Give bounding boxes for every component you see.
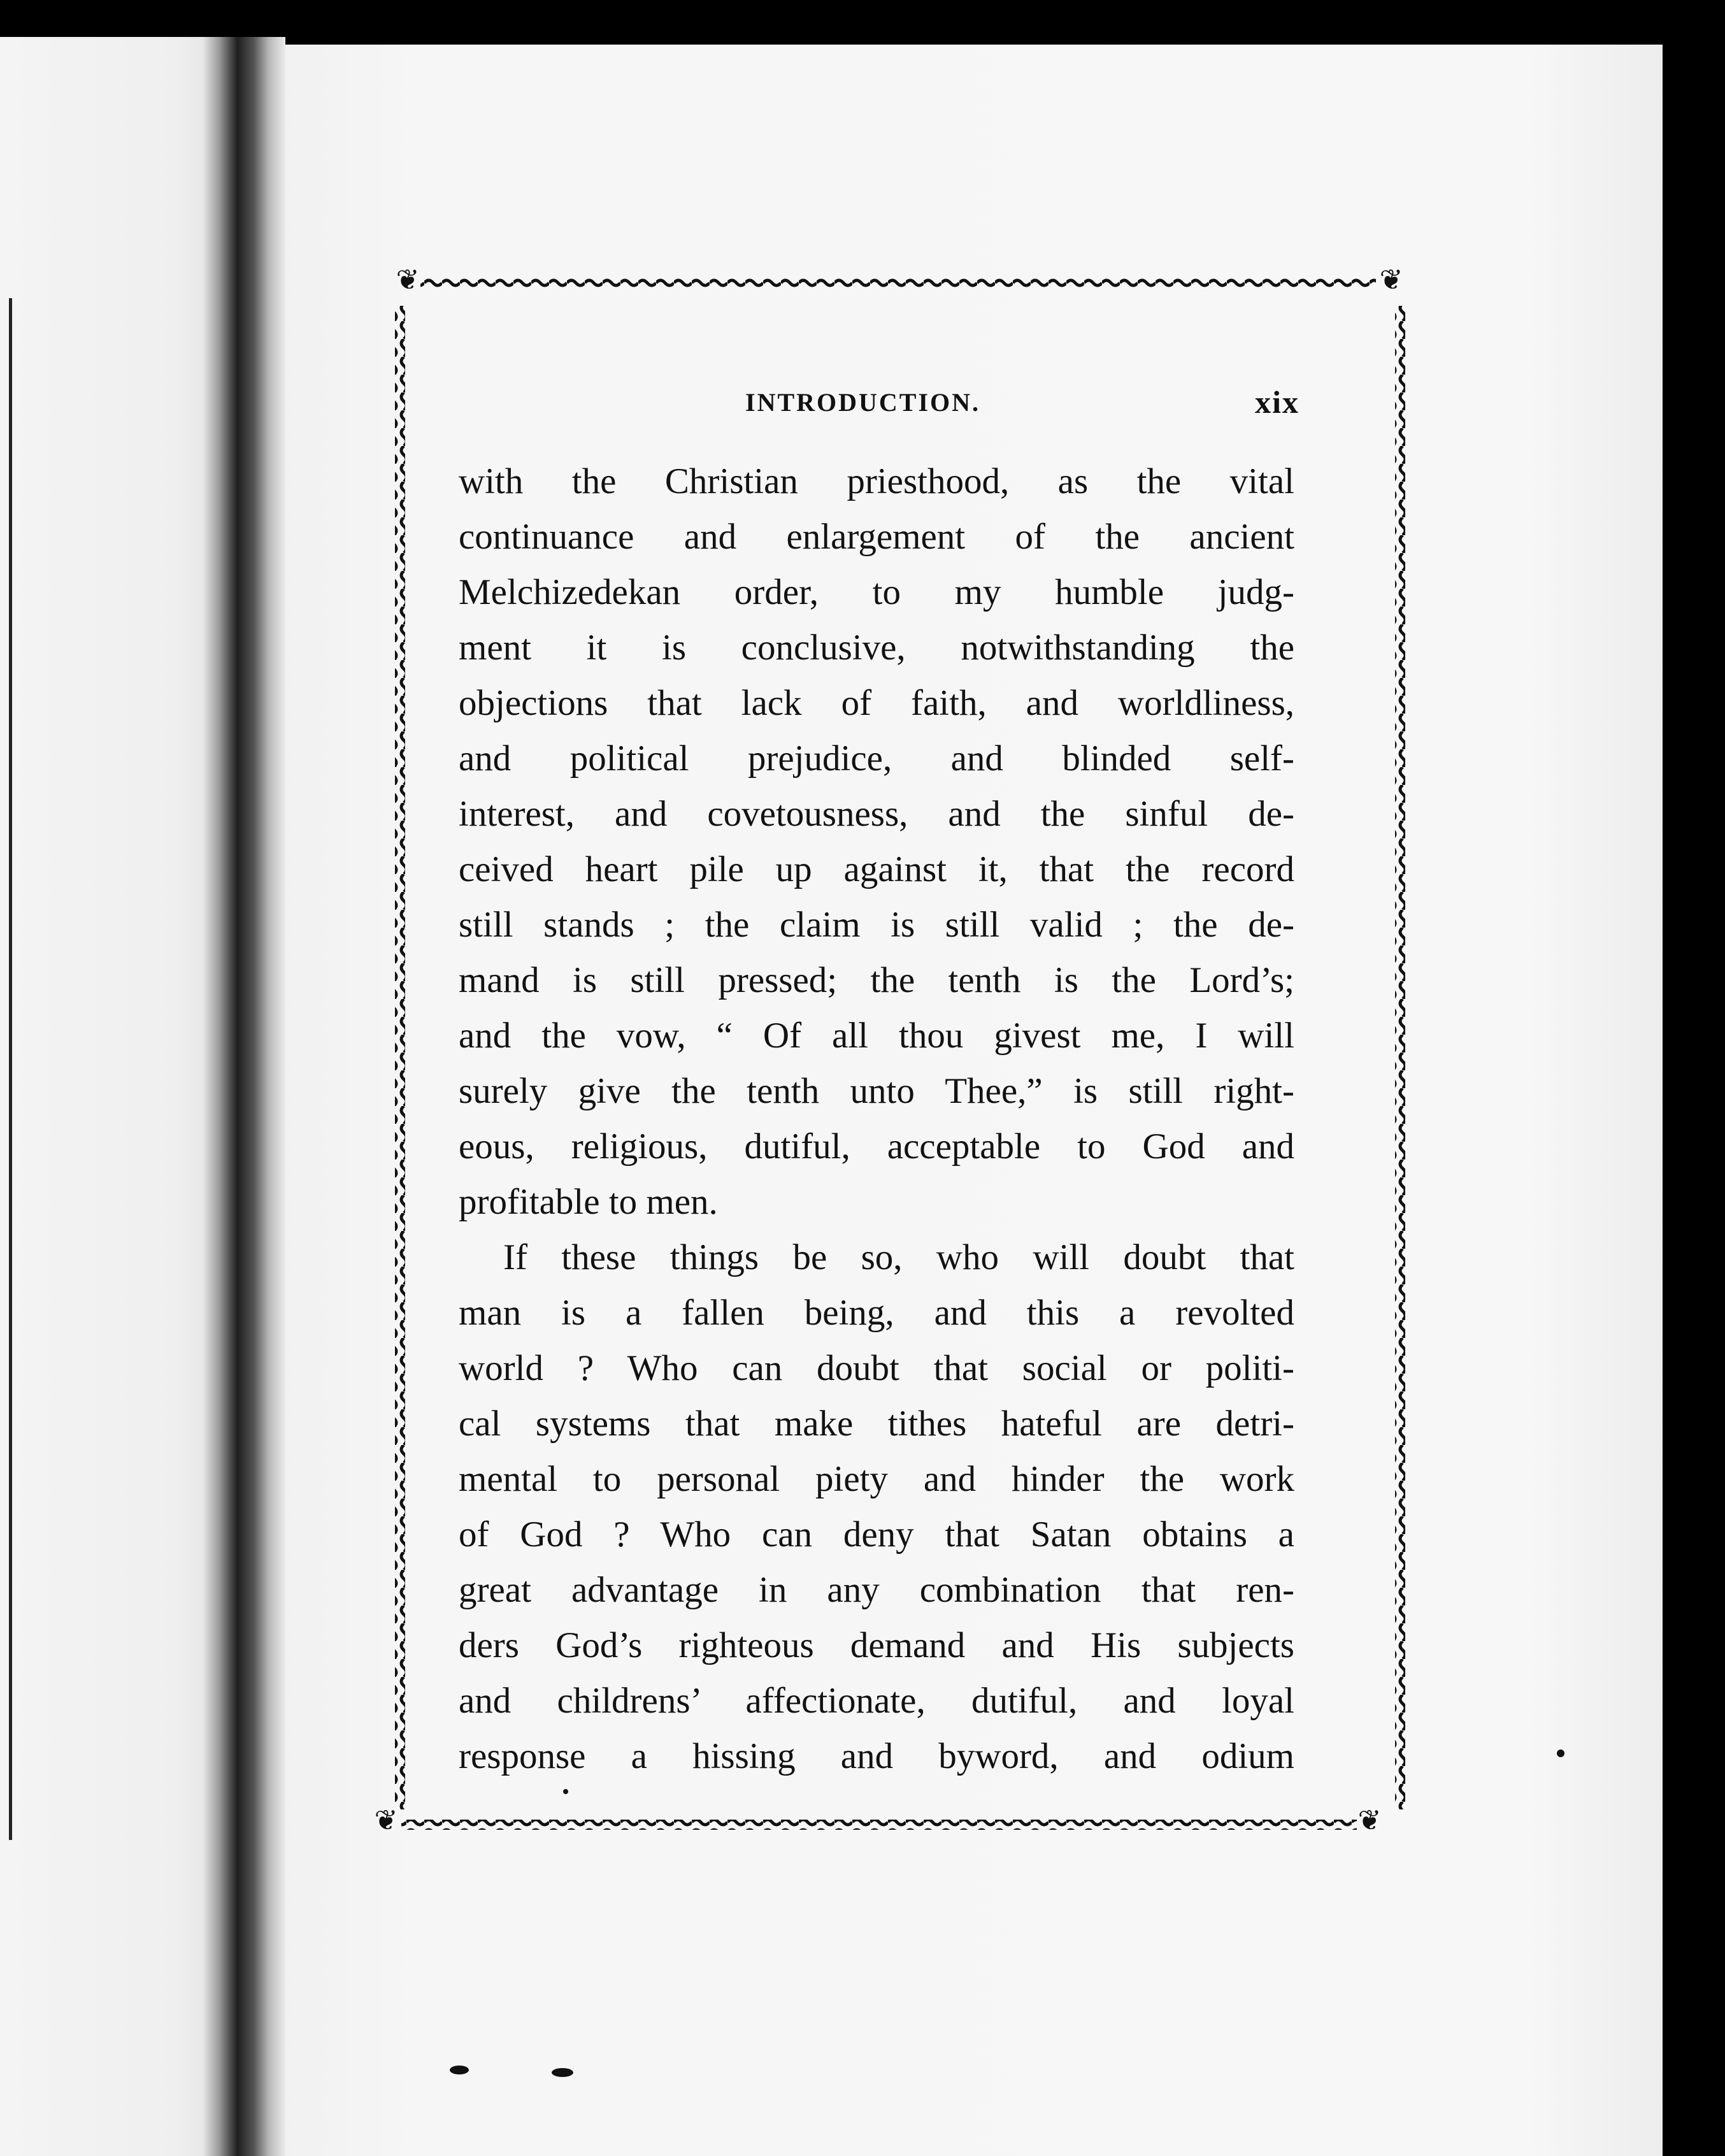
text-line: mand is still pressed; the tenth is the Lord’s; (459, 960, 1294, 1000)
corner-ornament-top-right: ❦ (1379, 264, 1403, 296)
border-right (1395, 306, 1405, 1809)
text-line: cal systems that make tithes hateful are detri- (459, 1404, 1294, 1444)
body-text (459, 454, 1294, 1784)
text-line: world ? Who can doubt that social or politi- (459, 1348, 1294, 1388)
corner-ornament-bottom-right: ❦ (1357, 1804, 1382, 1837)
border-bottom (401, 1820, 1357, 1830)
text-line: ders God’s righteous demand and His subjects (459, 1625, 1294, 1665)
page-number: xix (1255, 384, 1299, 420)
text-line: ceived heart pile up against it, that the record (459, 849, 1294, 889)
text-line: eous, religious, dutiful, acceptable to God and (459, 1126, 1294, 1167)
text-line: great advantage in any combination that ren- (459, 1570, 1294, 1610)
text-line: If these things be so, who will doubt that (503, 1237, 1294, 1277)
scan-margin-top (0, 0, 1725, 38)
border-top (420, 278, 1376, 288)
ink-speck (1557, 1750, 1564, 1757)
text-line: man is a fallen being, and this a revolted (459, 1293, 1294, 1333)
scan-margin-right (1663, 0, 1725, 2156)
ink-speck (552, 2068, 573, 2077)
text-line: and political prejudice, and blinded self- (459, 738, 1294, 779)
corner-ornament-top-left: ❦ (396, 264, 420, 296)
text-line: continuance and enlargement of the ancient (459, 517, 1294, 557)
ink-speck (450, 2066, 469, 2074)
running-head-title: INTRODUCTION. (745, 388, 981, 417)
text-line: and childrens’ affectionate, dutiful, and loyal (459, 1681, 1294, 1721)
text-line: mental to personal piety and hinder the work (459, 1459, 1294, 1499)
facing-page-edge (0, 37, 223, 2156)
text-line: ment it is conclusive, notwithstanding the (459, 628, 1294, 668)
text-line: interest, and covetousness, and the sinful de- (459, 794, 1294, 834)
corner-ornament-bottom-left: ❦ (374, 1804, 398, 1837)
ink-speck (563, 1789, 568, 1794)
page-gutter-shadow (203, 37, 285, 2156)
border-left (395, 306, 405, 1809)
text-line: of God ? Who can deny that Satan obtains a (459, 1514, 1294, 1555)
text-line: with the Christian priesthood, as the vital (459, 461, 1294, 501)
text-line: still stands ; the claim is still valid ; the de- (459, 905, 1294, 945)
text-line: profitable to men. (459, 1182, 718, 1222)
text-line: objections that lack of faith, and worldliness, (459, 683, 1294, 723)
text-line: response a hissing and byword, and odium (459, 1736, 1294, 1776)
text-line: surely give the tenth unto Thee,” is still right- (459, 1071, 1294, 1111)
running-head (459, 384, 1299, 426)
text-line: and the vow, “ Of all thou givest me, I will (459, 1016, 1294, 1056)
text-line: Melchizedekan order, to my humble judg- (459, 572, 1294, 612)
facing-page-border (0, 298, 12, 1840)
